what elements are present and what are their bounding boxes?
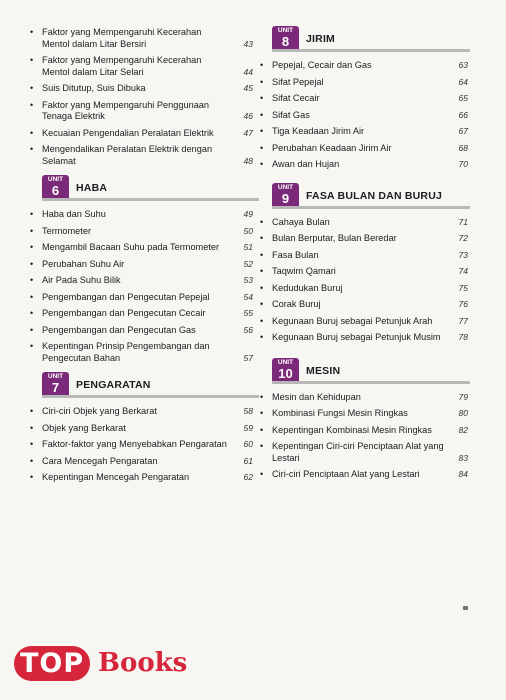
unit-title: JIRIM — [306, 33, 336, 45]
toc-item-page: 84 — [458, 469, 468, 479]
unit-badge-label: UNIT — [47, 176, 64, 183]
toc-item-title: Pengembangan dan Pengecutan Gas — [42, 324, 196, 335]
toc-item — [30, 128, 255, 140]
unit-title: MESIN — [306, 364, 341, 377]
toc-item-title: Pepejal, Cecair dan Gas — [272, 60, 372, 70]
unit-badge-number: 9 — [281, 190, 290, 206]
unit-header — [260, 183, 470, 209]
toc-item-page: 54 — [243, 291, 253, 302]
toc-item-title: Kegunaan Buruj sebagai Petunjuk Musim — [272, 332, 441, 342]
toc-item — [260, 233, 470, 245]
toc-item-page: 45 — [243, 83, 253, 93]
toc-item — [260, 316, 470, 328]
toc-item-title: Kepentingan Ciri-ciri Penciptaan Alat yang Lestari — [272, 441, 444, 463]
toc-item — [260, 299, 470, 311]
toc-item-page: 79 — [458, 391, 468, 402]
toc-item-page: 44 — [243, 66, 253, 77]
toc-item-title: Mengambil Bacaan Suhu pada Termometer — [42, 242, 220, 252]
toc-item-title: Pengembangan dan Pengecutan Cecair — [42, 308, 206, 318]
toc-item — [30, 456, 255, 468]
unit-divider-line — [272, 206, 470, 209]
left-column — [30, 27, 255, 489]
toc-item-page: 73 — [458, 249, 468, 260]
unit-badge — [272, 26, 299, 49]
unit-header — [260, 26, 470, 52]
unit-badge-label: UNIT — [277, 27, 294, 34]
unit-badge — [42, 175, 69, 198]
toc-item-page: 56 — [243, 324, 253, 335]
toc-item-title: Sifat Gas — [272, 109, 310, 120]
right-column — [260, 18, 470, 486]
toc-item — [260, 110, 470, 122]
unit-badge — [272, 358, 299, 381]
topbooks-watermark-logo — [14, 640, 194, 688]
toc-item-title: Kepentingan Mencegah Pengaratan — [42, 472, 190, 482]
toc-item-page: 65 — [458, 93, 468, 103]
toc-item-title: Haba dan Suhu — [42, 209, 106, 219]
unit-badge-number: 10 — [278, 365, 293, 381]
unit-badge-label: UNIT — [277, 358, 294, 366]
toc-item-page: 59 — [243, 422, 253, 433]
toc-item — [260, 469, 470, 481]
toc-item-title: Kecuaian Pengendalian Peralatan Elektrik — [42, 127, 214, 138]
toc-item — [30, 209, 255, 221]
toc-item — [30, 423, 255, 435]
toc-item-title: Cara Mencegah Pengaratan — [42, 455, 158, 466]
unit-badge — [272, 183, 299, 206]
toc-item-page: 47 — [243, 127, 253, 138]
toc-item-title: Corak Buruj — [272, 299, 321, 309]
toc-item-page: 48 — [243, 155, 253, 166]
toc-item — [30, 406, 255, 418]
toc-item-title: Faktor yang Mempengaruhi Kecerahan Mentol dalam Litar Selari — [42, 55, 202, 77]
unit-7-section — [30, 372, 255, 484]
watermark-top-text: TOP — [14, 646, 90, 681]
toc-item-title: Objek yang Berkarat — [42, 422, 126, 433]
toc-item-title: Mengendalikan Peralatan Elektrik dengan Selamat — [42, 144, 213, 166]
toc-item-title: Air Pada Suhu Bilik — [42, 275, 121, 285]
toc-item-page: 70 — [458, 159, 468, 169]
toc-item-page: 55 — [243, 308, 253, 318]
intro-list — [30, 27, 255, 167]
toc-item-page: 83 — [458, 452, 468, 463]
toc-item — [30, 341, 255, 364]
unit-title: HABA — [76, 182, 108, 194]
toc-item-page: 77 — [458, 315, 468, 326]
toc-item-page: 64 — [458, 76, 468, 87]
unit-divider-line — [42, 395, 259, 398]
toc-item — [260, 441, 470, 464]
toc-item — [30, 242, 255, 254]
toc-item-title: Kedudukan Buruj — [272, 282, 343, 293]
toc-item — [260, 425, 470, 437]
toc-item — [30, 308, 255, 320]
toc-item-page: 53 — [243, 275, 253, 285]
toc-item-page: 68 — [458, 142, 468, 153]
page-corner-mark — [463, 606, 468, 610]
toc-item-page: 72 — [458, 233, 468, 243]
unit-title: PENGARATAN — [76, 379, 151, 391]
toc-item-page: 58 — [243, 406, 253, 416]
unit-header — [260, 358, 470, 384]
toc-item-title: Bulan Berputar, Bulan Beredar — [272, 233, 397, 243]
toc-item-page: 60 — [243, 439, 253, 449]
toc-item-title: Taqwim Qamari — [272, 266, 336, 276]
unit-8-section — [260, 26, 470, 171]
toc-item-page: 57 — [243, 352, 253, 363]
unit-badge-number: 6 — [51, 183, 60, 198]
toc-item-title: Perubahan Keadaan Jirim Air — [272, 142, 392, 153]
toc-item-page: 71 — [458, 216, 468, 227]
toc-item-page: 63 — [458, 60, 468, 70]
toc-item-title: Kepentingan Prinsip Pengembangan dan Pengecutan Bahan — [42, 341, 210, 363]
unit-badge-label: UNIT — [47, 373, 64, 380]
toc-item-page: 62 — [243, 472, 253, 482]
toc-item-page: 74 — [458, 266, 468, 276]
toc-item-title: Cahaya Bulan — [272, 216, 330, 227]
toc-item — [30, 83, 255, 95]
toc-item-title: Mesin dan Kehidupan — [272, 391, 361, 402]
unit-badge-number: 8 — [281, 34, 290, 49]
unit-header — [30, 372, 255, 398]
unit-divider-line — [42, 198, 259, 201]
unit-divider-line — [272, 381, 470, 384]
toc-item-page: 61 — [243, 455, 253, 466]
toc-item-page: 75 — [458, 282, 468, 293]
toc-item — [260, 408, 470, 420]
toc-item-page: 78 — [458, 332, 468, 342]
toc-item — [260, 159, 470, 171]
toc-item-page: 82 — [458, 424, 468, 435]
toc-item-title: Sifat Cecair — [272, 93, 320, 103]
toc-item-title: Awan dan Hujan — [272, 159, 340, 169]
toc-item-title: Kegunaan Buruj sebagai Petunjuk Arah — [272, 315, 433, 326]
toc-item-title: Suis Ditutup, Suis Dibuka — [42, 83, 146, 93]
toc-item — [30, 144, 255, 167]
toc-item — [260, 266, 470, 278]
unit-badge-number: 7 — [51, 380, 60, 395]
toc-item-page: 52 — [243, 258, 253, 269]
unit-divider-line — [272, 49, 470, 52]
toc-item — [30, 226, 255, 238]
toc-item-page: 67 — [458, 126, 468, 136]
toc-item — [260, 77, 470, 89]
toc-item-page: 66 — [458, 109, 468, 120]
toc-item-page: 43 — [243, 38, 253, 49]
toc-item — [260, 283, 470, 295]
watermark-books-text: Books — [98, 648, 188, 678]
toc-item-page: 50 — [243, 225, 253, 236]
unit-badge-label: UNIT — [277, 183, 294, 191]
unit-10-section — [260, 358, 470, 481]
toc-item-page: 49 — [243, 209, 253, 219]
toc-item-title: Ciri-ciri Penciptaan Alat yang Lestari — [272, 469, 420, 479]
toc-item-title: Faktor yang Mempengaruhi Penggunaan Tenaga Elektrik — [42, 99, 210, 121]
toc-item-page: 80 — [458, 408, 468, 418]
toc-item-title: Perubahan Suhu Air — [42, 258, 125, 269]
toc-item — [260, 60, 470, 72]
toc-item — [260, 126, 470, 138]
toc-item-title: Kombinasi Fungsi Mesin Ringkas — [272, 408, 408, 418]
toc-item — [30, 325, 255, 337]
toc-item-title: Faktor-faktor yang Menyebabkan Pengaratan — [42, 439, 227, 449]
unit-badge — [42, 372, 69, 395]
toc-item — [260, 250, 470, 262]
toc-item — [260, 332, 470, 344]
toc-item-title: Ciri-ciri Objek yang Berkarat — [42, 406, 157, 416]
toc-item-title: Faktor yang Mempengaruhi Kecerahan Mentol dalam Litar Bersiri — [42, 27, 202, 49]
toc-item — [30, 100, 255, 123]
toc-item — [30, 259, 255, 271]
toc-item — [30, 472, 255, 484]
toc-item-title: Sifat Pepejal — [272, 76, 324, 87]
toc-item — [30, 439, 255, 451]
toc-item — [30, 27, 255, 50]
toc-item-title: Pengembangan dan Pengecutan Pepejal — [42, 291, 210, 302]
toc-item — [30, 55, 255, 78]
unit-9-section — [260, 183, 470, 344]
toc-item-title: Tiga Keadaan Jirim Air — [272, 126, 365, 136]
toc-item — [260, 93, 470, 105]
toc-item-title: Fasa Bulan — [272, 249, 319, 260]
toc-item — [260, 143, 470, 155]
toc-item — [260, 217, 470, 229]
unit-title: FASA BULAN DAN BURUJ — [306, 189, 443, 202]
toc-item-title: Kepentingan Kombinasi Mesin Ringkas — [272, 424, 432, 435]
unit-6-section — [30, 175, 255, 364]
toc-item — [260, 392, 470, 404]
toc-item-title: Termometer — [42, 225, 92, 236]
toc-item-page: 76 — [458, 299, 468, 309]
toc-item-page: 46 — [243, 111, 253, 121]
toc-item — [30, 275, 255, 287]
toc-item-page: 51 — [243, 242, 253, 252]
unit-header — [30, 175, 255, 201]
toc-item — [30, 292, 255, 304]
